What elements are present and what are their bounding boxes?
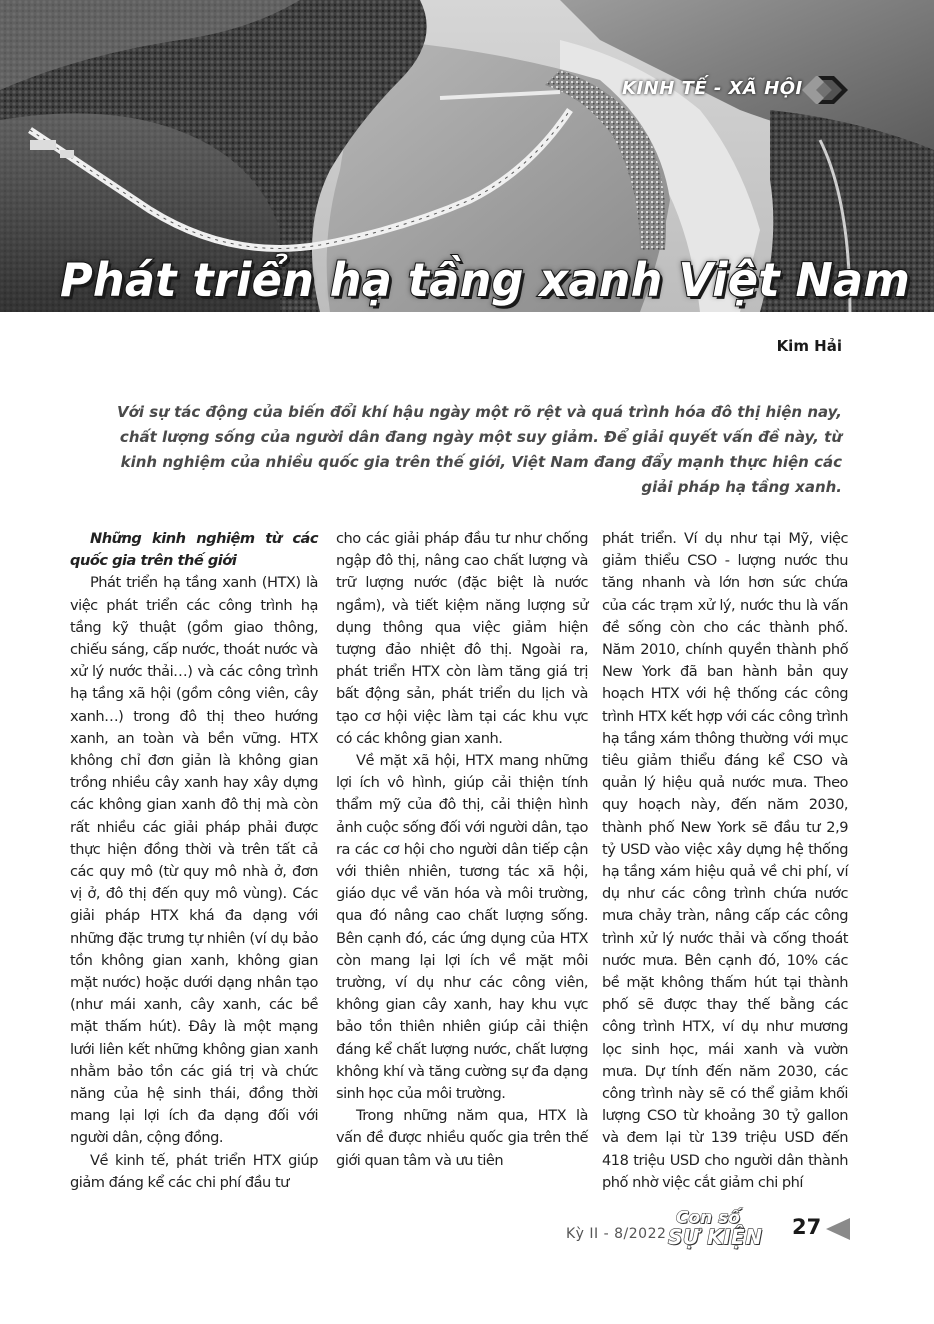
magazine-logo — [668, 1208, 784, 1250]
issue-label: Kỳ II - 8/2022 — [566, 1226, 667, 1242]
article-title: Phát triển hạ tầng xanh Việt Nam — [60, 253, 911, 307]
paragraph: phát triển. Ví dụ như tại Mỹ, việc giảm thiểu CSO - lượng nước thu tăng nhanh và lớn hơn sức chứa của các trạm xử lý, nước thu là vấn đề sống còn cho các thành phố. Năm 2010, chính quyền thành phố New York đã ban hành bản quy hoạch HTX với hệ thống các công trình HTX kết hợp với các công trình hạ tầng xám thông thường với mục tiêu giảm thiểu đáng kể CSO và quản lý hiệu quả nước mưa. Theo quy hoạch này, đến năm 2030, thành phố New York sẽ đầu tư 2,9 tỷ USD vào việc xây dựng hệ thống hạ tầng xám hiệu quả về chi phí, ví dụ như các công trình chứa nước mưa chảy tràn, nâng cấp các công trình xử lý nước thải và cống thoát nước mưa. Bên cạnh đó, 10% các bề mặt không thấm hút tại thành phố sẽ được thay thế bằng các công trình HTX, ví dụ như mương lọc sinh học, mái xanh và vườn mưa. Dự tính đến năm 2030, các công trình này sẽ có thể giảm khối lượng CSO từ khoảng 30 tỷ gallon và đem lại từ 139 triệu USD đến 418 triệu USD cho người dân thành phố nhờ việc cắt giảm chi phí — [602, 530, 848, 1191]
logo-line-1: Con số — [676, 1208, 740, 1228]
body-column-3 — [602, 528, 848, 1194]
section-subheading: Những kinh nghiệm từ các quốc gia trên thế giới — [70, 530, 318, 570]
body-column-1 — [70, 528, 318, 1194]
logo-line-2: SỰ KIỆN — [668, 1225, 763, 1249]
triangle-left-icon — [826, 1218, 852, 1240]
paragraph: Trong những năm qua, HTX là vấn đề được nhiều quốc gia trên thế giới quan tâm và ưu tiên — [336, 1107, 588, 1169]
page-number: 27 — [792, 1215, 822, 1239]
body-column-2 — [336, 528, 588, 1172]
paragraph: Về mặt xã hội, HTX mang những lợi ích vô hình, giúp cải thiện tính thẩm mỹ của đô thị, cải thiện hình ảnh cuộc sống đối với người dân, tạo ra các cơ hội cho người dân tiếp cận với thiên nhiên, tương tác xã hội, giáo dục về văn hóa và môi trường, qua đó nâng cao chất lượng sống. Bên cạnh đó, các ứng dụng của HTX còn mang lại lợi ích về mặt môi trường, ví dụ như các công viên, không gian cây xanh, hay khu vực bảo tồn thiên nhiên giúp cải thiện đáng kể chất lượng nước, chất lượng không khí và tăng cường sự đa dạng sinh học của môi trường. — [336, 752, 588, 1103]
header-photo — [0, 0, 934, 312]
chevron-right-icon — [802, 76, 850, 104]
paragraph: cho các giải pháp đầu tư như chống ngập đô thị, nâng cao chất lượng và trữ lượng nước (đặc biệt là nước ngầm), và tiết kiệm năng lượng sử dụng thông qua việc giảm hiện tượng đảo nhiệt đô thị. Ngoài ra, phát triển HTX còn làm tăng giá trị bất động sản, phát triển du lịch và tạo cơ hội việc làm tại các khu vực có các không gian xanh. — [336, 530, 588, 747]
section-label: KINH TẾ - XÃ HỘI — [622, 78, 803, 99]
lead-paragraph: Với sự tác động của biến đổi khí hậu ngày một rõ rệt và quá trình hóa đô thị hiện nay, chất lượng sống của người dân đang ngày một suy giảm. Để giải quyết vấn đề này, từ kinh nghiệm của nhiều quốc gia trên thế giới, Việt Nam đang đẩy mạnh thực hiện các giải pháp hạ tầng xanh. — [116, 403, 842, 496]
paragraph: Phát triển hạ tầng xanh (HTX) là việc phát triển các công trình hạ tầng kỹ thuật (gồm giao thông, chiếu sáng, cấp nước, thoát nước và xử lý nước thải…) và các công trình hạ tầng xã hội (gồm công viên, cây xanh…) trong đô thị theo hướng xanh, an toàn và bền vững. HTX không chỉ đơn giản là không gian trồng nhiều cây xanh hay xây dựng các không gian xanh đô thị mà còn rất nhiều các giải pháp phải được thực hiện đồng thời và trên tất cả các quy mô (từ quy mô nhà ở, đơn vị ở, đô thị đến quy mô vùng). Các giải pháp HTX khá đa dạng với những đặc trưng tự nhiên (ví dụ bảo tồn không gian xanh, không gian mặt nước) hoặc dưới dạng nhân tạo (như mái xanh, cây xanh, các bề mặt thấm hút). Đây là một mạng lưới liên kết những không gian xanh nhằm bảo tồn các giá trị và chức năng của hệ sinh thái, đồng thời mang lại lợi ích đa dạng đối với người dân, cộng đồng. — [70, 574, 318, 1147]
paragraph: Về kinh tế, phát triển HTX giúp giảm đáng kể các chi phí đầu tư — [70, 1151, 318, 1191]
author-name: Kim Hải — [776, 337, 842, 355]
